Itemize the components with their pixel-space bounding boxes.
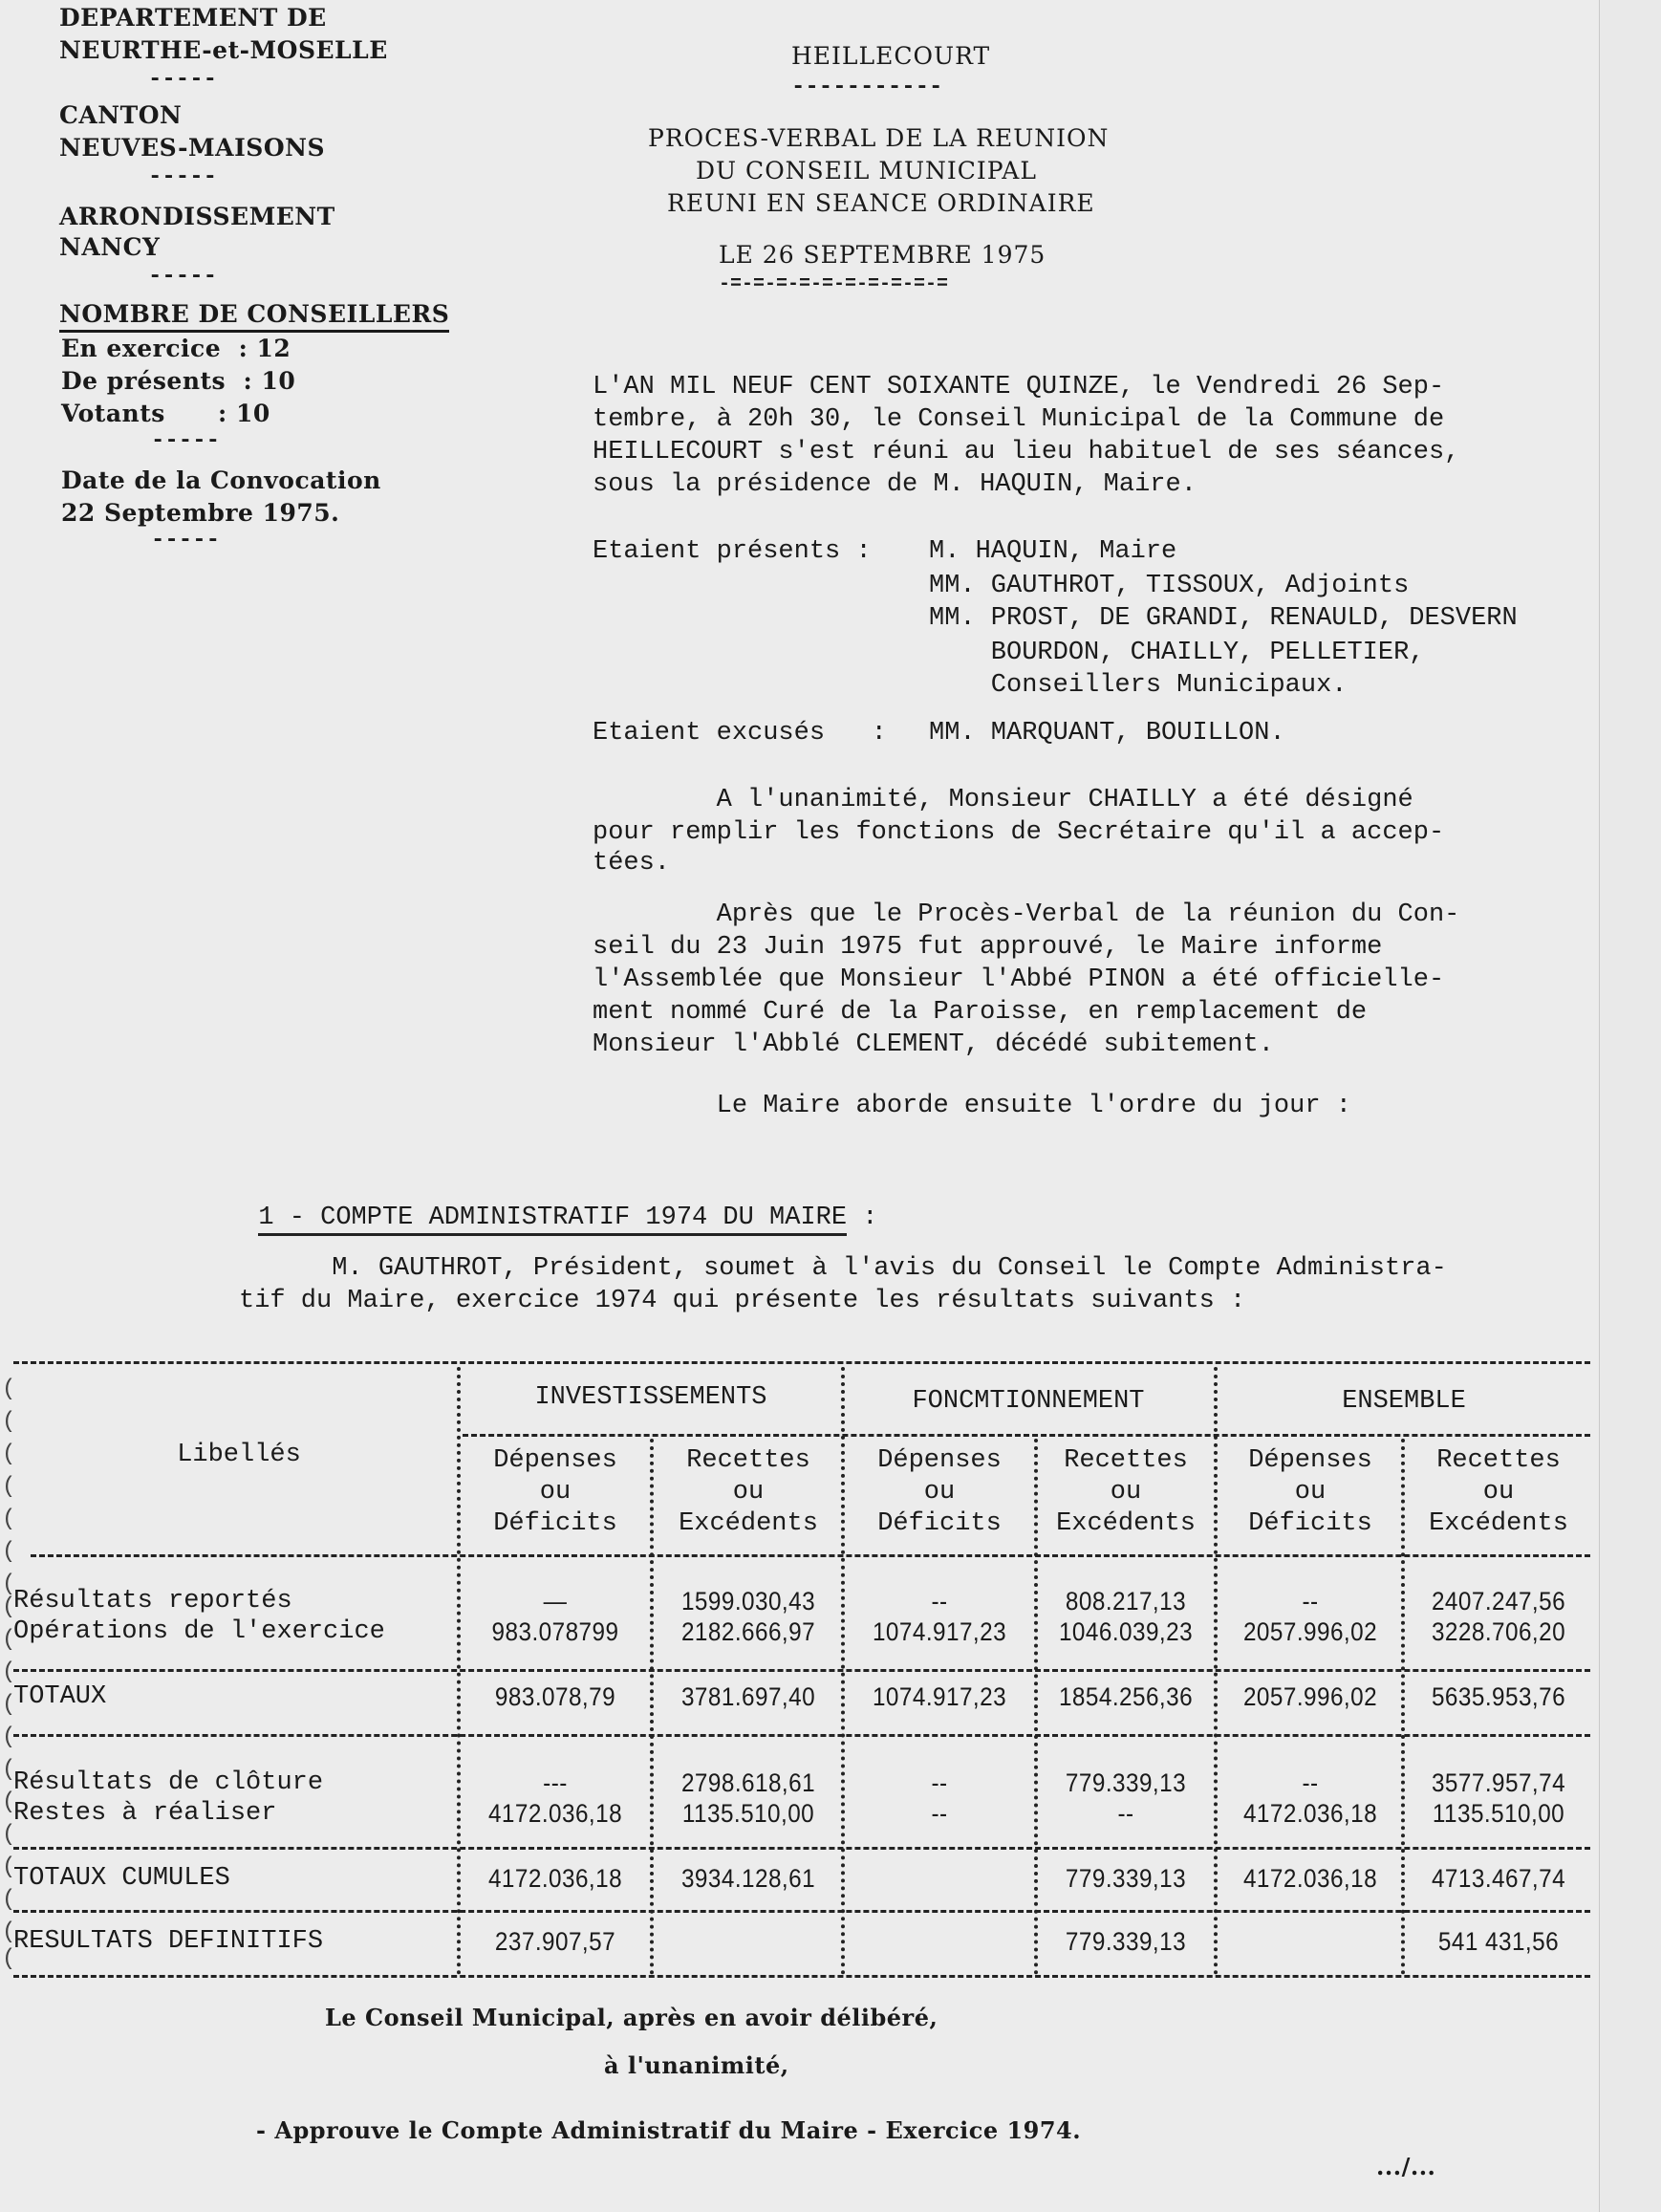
table-rule-row [13, 1847, 1590, 1850]
cell-value: 3577.957,74 [1431, 1768, 1566, 1797]
margin-paren: ( [2, 1757, 16, 1783]
margin-paren: ( [2, 1854, 16, 1880]
ordre-du-jour: Le Maire aborde ensuite l'ordre du jour : [593, 1092, 1351, 1120]
cell-value: 2798.618,61 [680, 1768, 816, 1797]
cell-value: -- [1302, 1768, 1319, 1797]
cell-value: 1135.510,00 [1432, 1799, 1565, 1828]
cell-value: --- [543, 1768, 568, 1797]
cell-value: -- [1117, 1799, 1134, 1828]
table-rule-group [463, 1434, 1590, 1437]
subheader-depenses: Dépenses [1248, 1446, 1372, 1475]
section-heading [239, 1185, 877, 1250]
subheader-recettes: Excédents [679, 1509, 818, 1538]
separator: ----- [151, 428, 221, 454]
margin-paren: ( [2, 1409, 16, 1435]
cell-value: 2057.996,02 [1242, 1682, 1378, 1711]
section-para-line: M. GAUTHROT, Président, soumet à l'avis du Conseil le Compte Administra- [239, 1254, 1447, 1283]
department-label: DEPARTEMENT DE [59, 4, 327, 32]
decision-line-1: Le Conseil Municipal, après en avoir délibéré, [325, 2004, 938, 2031]
header-libelles: Libellés [177, 1441, 301, 1469]
excuses-label: Etaient excusés : [593, 719, 887, 748]
row-label: Opérations de l'exercice [13, 1617, 385, 1646]
margin-paren: ( [2, 1659, 16, 1685]
commune-underline: ----------- [791, 75, 943, 100]
cell-value: 3934.128,61 [680, 1864, 816, 1893]
cell-value: 1854.256,36 [1058, 1682, 1194, 1711]
presents-label: Etaient présents : [593, 537, 872, 566]
cell-value: -- [931, 1587, 948, 1616]
cell-value: -- [931, 1799, 948, 1828]
cell-value: 3228.706,20 [1431, 1617, 1566, 1646]
margin-paren: ( [2, 1539, 16, 1565]
pv-line: l'Assemblée que Monsieur l'Abbé PINON a été officielle- [593, 965, 1445, 994]
cell-value: 779.339,13 [1065, 1768, 1187, 1797]
table-rule-top [13, 1361, 1590, 1364]
presents-line: Conseillers Municipaux. [929, 671, 1348, 700]
cell-value: 1074.917,23 [872, 1617, 1007, 1646]
cell-value: 5635.953,76 [1431, 1682, 1566, 1711]
secretary-line: pour remplir les fonctions de Secrétaire qu'il a accep- [593, 818, 1445, 847]
table-rule-row [13, 1669, 1590, 1672]
cell-value: 4172.036,18 [487, 1864, 623, 1893]
margin-paren: ( [2, 1572, 16, 1597]
conseillers-votants: Votants : 10 [61, 400, 270, 427]
separator: ----- [151, 528, 221, 553]
commune-name: HEILLECOURT [791, 42, 991, 70]
cell-value: — [543, 1587, 568, 1616]
margin-paren: ( [2, 1692, 16, 1718]
margin-paren: ( [2, 1946, 16, 1972]
subheader-recettes: ou [732, 1478, 765, 1507]
subheader-recettes: Recettes [686, 1446, 810, 1475]
paper-edge [1599, 0, 1600, 2212]
section-heading-colon: : [847, 1204, 878, 1232]
pv-line: Monsieur l'Abblé CLEMENT, décédé subitement. [593, 1030, 1274, 1059]
table-col-sep [841, 1367, 845, 1975]
row-label: TOTAUX CUMULES [13, 1864, 230, 1893]
header-group-investissements: INVESTISSEMENTS [534, 1383, 767, 1412]
subheader-depenses: ou [923, 1478, 956, 1507]
decision-line-3: - Approuve le Compte Administratif du Maire - Exercice 1974. [256, 2116, 1082, 2144]
table-rule-row [13, 1910, 1590, 1913]
subheader-depenses: Déficits [493, 1509, 617, 1538]
cell-value: 4713.467,74 [1431, 1864, 1566, 1893]
presents-line: MM. GAUTHROT, TISSOUX, Adjoints [929, 572, 1410, 600]
subheader-depenses: Déficits [877, 1509, 1002, 1538]
secretary-line: tées. [593, 849, 671, 878]
table-col-sep [650, 1439, 654, 1975]
presents-line: MM. PROST, DE GRANDI, RENAULD, DESVERN [929, 604, 1518, 633]
separator: ----- [148, 264, 218, 290]
cell-value: 983.078799 [491, 1617, 619, 1646]
cell-value: 808.217,13 [1065, 1587, 1187, 1616]
margin-paren: ( [2, 1627, 16, 1653]
margin-paren: ( [2, 1724, 16, 1750]
table-rule-header [31, 1554, 1590, 1557]
secretary-line: A l'unanimité, Monsieur CHAILLY a été désigné [593, 786, 1413, 814]
table-col-sep [1214, 1367, 1218, 1975]
date-rule: -=-=-=-=-=-=-=-=-=-= [719, 273, 949, 295]
cell-value: 1046.039,23 [1058, 1617, 1194, 1646]
cell-value: 779.339,13 [1065, 1864, 1187, 1893]
section-heading-text: 1 - COMPTE ADMINISTRATIF 1974 DU MAIRE [258, 1204, 847, 1236]
cell-value: 983.078,79 [494, 1682, 616, 1711]
title-line-3: REUNI EN SEANCE ORDINAIRE [667, 189, 1095, 217]
intro-line: sous la présidence de M. HAQUIN, Maire. [593, 470, 1197, 499]
cell-value: 3781.697,40 [680, 1682, 816, 1711]
cell-value: 541 431,56 [1437, 1927, 1560, 1956]
intro-line: L'AN MIL NEUF CENT SOIXANTE QUINZE, le Vendredi 26 Sep- [593, 373, 1445, 401]
decision-line-2: à l'unanimité, [604, 2051, 789, 2079]
row-label: RESULTATS DEFINITIFS [13, 1927, 324, 1956]
title-line-1: PROCES-VERBAL DE LA REUNION [648, 124, 1110, 152]
cell-value: 779.339,13 [1065, 1927, 1187, 1956]
cell-value: 4172.036,18 [1242, 1864, 1378, 1893]
cell-value: 1135.510,00 [681, 1799, 815, 1828]
cell-value: 1074.917,23 [872, 1682, 1007, 1711]
continuation-mark: .../... [1376, 2153, 1436, 2180]
cell-value: 4172.036,18 [1242, 1799, 1378, 1828]
section-para-line: tif du Maire, exercice 1974 qui présente les résultats suivants : [239, 1287, 1246, 1315]
title-line-2: DU CONSEIL MUNICIPAL [696, 157, 1037, 184]
conseillers-title: NOMBRE DE CONSEILLERS [59, 300, 449, 333]
margin-paren: ( [2, 1507, 16, 1532]
subheader-depenses: Déficits [1248, 1509, 1372, 1538]
subheader-recettes: Excédents [1056, 1509, 1196, 1538]
canton-label: CANTON [59, 101, 183, 129]
arrondissement-label: ARRONDISSEMENT [59, 203, 335, 230]
excuses-names: MM. MARQUANT, BOUILLON. [929, 719, 1285, 748]
cell-value: 237.907,57 [494, 1927, 616, 1956]
subheader-depenses: Dépenses [493, 1446, 617, 1475]
margin-paren: ( [2, 1474, 16, 1500]
cell-value: 2182.666,97 [680, 1617, 816, 1646]
table-col-sep [457, 1367, 461, 1975]
subheader-depenses: ou [1294, 1478, 1327, 1507]
subheader-depenses: Dépenses [877, 1446, 1002, 1475]
margin-paren: ( [2, 1887, 16, 1913]
cell-value: 2057.996,02 [1242, 1617, 1378, 1646]
margin-paren: ( [2, 1442, 16, 1467]
presents-line: BOURDON, CHAILLY, PELLETIER, [929, 639, 1425, 667]
pv-line: ment nommé Curé de la Paroisse, en remplacement de [593, 998, 1368, 1027]
table-rule-bottom [13, 1975, 1590, 1978]
convocation-date: 22 Septembre 1975. [61, 499, 340, 527]
cell-value: -- [1302, 1587, 1319, 1616]
conseillers-presents: De présents : 10 [61, 367, 296, 395]
intro-line: tembre, à 20h 30, le Conseil Municipal de la Commune de [593, 405, 1445, 434]
pv-line: Après que le Procès-Verbal de la réunion du Con- [593, 900, 1460, 929]
row-label: TOTAUX [13, 1682, 107, 1711]
subheader-recettes: Recettes [1064, 1446, 1188, 1475]
meeting-date: LE 26 SEPTEMBRE 1975 [719, 241, 1046, 269]
intro-line: HEILLECOURT s'est réuni au lieu habituel de ses séances, [593, 438, 1460, 466]
margin-paren: ( [2, 1377, 16, 1402]
subheader-recettes: ou [1482, 1478, 1515, 1507]
department-name: NEURTHE-et-MOSELLE [59, 36, 388, 64]
cell-value: 1599.030,43 [680, 1587, 816, 1616]
subheader-recettes: Recettes [1436, 1446, 1561, 1475]
table-col-sep [1401, 1439, 1405, 1975]
margin-paren: ( [2, 1919, 16, 1945]
table-rule-row [13, 1734, 1590, 1737]
margin-paren: ( [2, 1822, 16, 1848]
subheader-recettes: Excédents [1429, 1509, 1568, 1538]
header-group-ensemble: ENSEMBLE [1342, 1387, 1466, 1416]
subheader-depenses: ou [539, 1478, 572, 1507]
separator: ----- [148, 67, 218, 93]
row-label: Résultats reportés [13, 1587, 292, 1616]
header-group-fonctionnement: FONCMTIONNEMENT [912, 1387, 1145, 1416]
margin-paren: ( [2, 1594, 16, 1620]
conseillers-en-exercice: En exercice : 12 [61, 335, 291, 362]
cell-value: 2407.247,56 [1431, 1587, 1566, 1616]
pv-line: seil du 23 Juin 1975 fut approuvé, le Maire informe [593, 933, 1383, 962]
canton-name: NEUVES-MAISONS [59, 134, 326, 162]
cell-value: 4172.036,18 [487, 1799, 623, 1828]
row-label: Résultats de clôture [13, 1768, 324, 1797]
table-col-sep [1034, 1439, 1038, 1975]
row-label: Restes à réaliser [13, 1799, 277, 1828]
separator: ----- [148, 164, 218, 190]
arrondissement-name: NANCY [59, 233, 161, 261]
margin-paren: ( [2, 1789, 16, 1815]
convocation-label: Date de la Convocation [61, 466, 381, 494]
presents-line: M. HAQUIN, Maire [929, 537, 1177, 566]
subheader-recettes: ou [1110, 1478, 1142, 1507]
cell-value: -- [931, 1768, 948, 1797]
